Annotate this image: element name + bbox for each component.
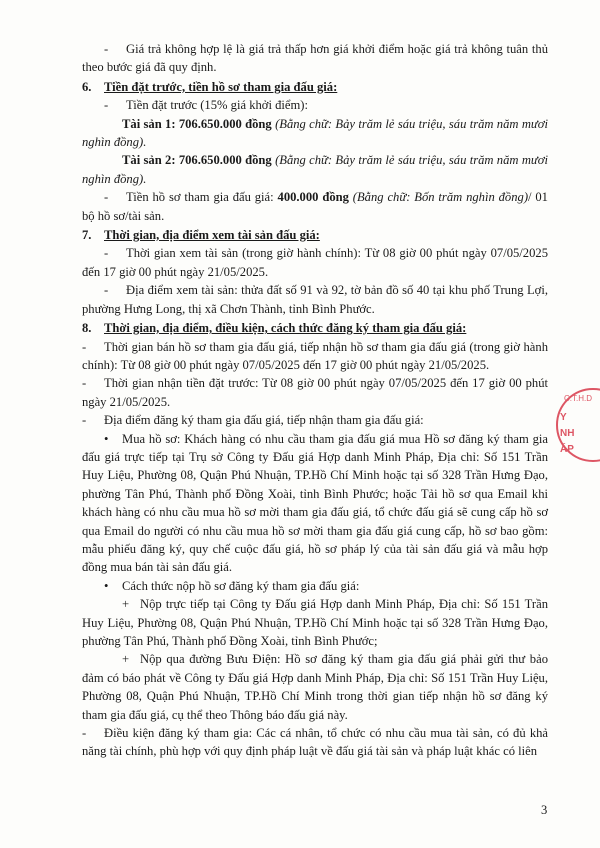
plus-submit-direct: + Nộp trực tiếp tại Công ty Đấu giá Hợp danh Minh Pháp, Địa chỉ: Số 151 Trần Huy Liệu, Phường 08, Quận Phú Nhuận, TP.Hồ Chí Minh hoặc tại số 328 Trần Hưng Đạo, phường Tân Phú, Thành phố Đồng Xoài, tỉnh Bình Phước; (82, 597, 548, 648)
paragraph-sale-time: - Thời gian bán hồ sơ tham gia đấu giá, tiếp nhận hồ sơ tham gia đấu giá (trong giờ hành chính): Từ 08 giờ 00 phút ngày 07/05/2025 đến 17 giờ 00 phút ngày 21/05/2025. (82, 339, 548, 372)
page-number: 3 (541, 803, 548, 817)
paragraph-deposit-time: - Thời gian nhận tiền đặt trước: Từ 08 giờ 00 phút ngày 07/05/2025 đến 17 giờ 00 phút ngày 21/05/2025. (82, 376, 548, 409)
paragraph-file-fee: - Tiền hồ sơ tham gia đấu giá: 400.000 đồng (Bằng chữ: Bốn trăm nghìn đồng)/ 01 bộ hồ sơ/tài sản. (82, 190, 548, 223)
document-page (82, 40, 548, 761)
paragraph-registration-location: - Địa điểm đăng ký tham gia đấu giá, tiếp nhận tham gia đấu giá: (82, 413, 424, 428)
paragraph-viewing-time: - Thời gian xem tài sản (trong giờ hành chính): Từ 08 giờ 00 phút ngày 07/05/2025 đến 17 giờ 00 phút ngày 21/05/2025. (82, 246, 548, 279)
bullet-buy-file: • Mua hồ sơ: Khách hàng có nhu cầu tham gia đấu giá mua Hồ sơ đăng ký tham gia đấu giá trực tiếp tại Trụ sở Công ty Đấu giá Hợp danh Minh Pháp, Địa chỉ: Số 151 Trần Huy Liệu, Phường 08, Quận Phú Nhuận, TP.Hồ Chí Minh hoặc tại số 328 Trần Hưng Đạo, phường Tân Phú, Thành phố Đồng Xoài, tỉnh Bình Phước; hoặc Tải hồ sơ qua Email khi khách hàng có nhu cầu mua hồ sơ mời tham gia đấu giá, tổ chức đấu giá sẽ cung cấp hồ sơ qua Email do người có nhu cầu mua hồ sơ mời tham gia đấu giá cung cấp, hồ sơ bao gồm: mẫu phiếu đăng ký, quy chế cuộc đấu giá, hồ sơ pháp lý của tài sản đấu giá và mẫu hợp đồng mua bán tài sản đấu giá. (82, 431, 548, 575)
plus-submit-post: + Nộp qua đường Bưu Điện: Hồ sơ đăng ký tham gia đấu giá phải gửi thư bảo đảm có báo phát về Công ty Đấu giá Hợp danh Minh Pháp, Địa chỉ: Số 151 Trần Huy Liệu, Phường 08, Quận Phú Nhuận, TP.Hồ Chí Minh trong thời gian tiếp nhận hồ sơ đăng ký tham gia đấu giá, cụ thể theo Thông báo đấu giá này. (82, 652, 548, 722)
bullet-submit-method: • Cách thức nộp hồ sơ đăng ký tham gia đấu giá: (104, 578, 360, 593)
heading-section-6: 6. Tiền đặt trước, tiền hồ sơ tham gia đấu giá: (82, 79, 338, 94)
heading-section-8: 8. Thời gian, địa điểm, điều kiện, cách thức đăng ký tham gia đấu giá: (82, 321, 467, 336)
company-seal-stamp: C.T.H.D Y NH ÁP (556, 388, 600, 462)
paragraph-asset-2: Tài sản 2: 706.650.000 đồng (Bằng chữ: Bảy trăm lẻ sáu triệu, sáu trăm năm mươi nghìn đồng). (82, 153, 548, 186)
paragraph-deposit: - Tiền đặt trước (15% giá khởi điểm): (104, 98, 308, 113)
heading-section-7: 7. Thời gian, địa điểm xem tài sản đấu giá: (82, 228, 320, 243)
paragraph-asset-1: Tài sản 1: 706.650.000 đồng (Bằng chữ: Bảy trăm lẻ sáu triệu, sáu trăm năm mươi nghìn đồng). (82, 116, 548, 150)
paragraph-viewing-location: - Địa điểm xem tài sản: thửa đất số 91 và 92, tờ bản đồ số 40 tại khu phố Trung Lợi, phường Hưng Long, thị xã Chơn Thành, tỉnh Bình Phước. (82, 283, 548, 316)
dash-mark: - (104, 42, 109, 56)
paragraph-registration-conditions: - Điều kiện đăng ký tham gia: Các cá nhân, tổ chức có nhu cầu mua tài sản, có đủ khả năng tài chính, phù hợp với quy định pháp luật về đấu giá tài sản và pháp luật khác có liên (82, 726, 548, 759)
paragraph-invalid-bid: - Giá trả không hợp lệ là giá trả thấp hơn giá khởi điểm hoặc giá trả không tuân thủ theo bước giá đã quy định. (82, 42, 548, 75)
